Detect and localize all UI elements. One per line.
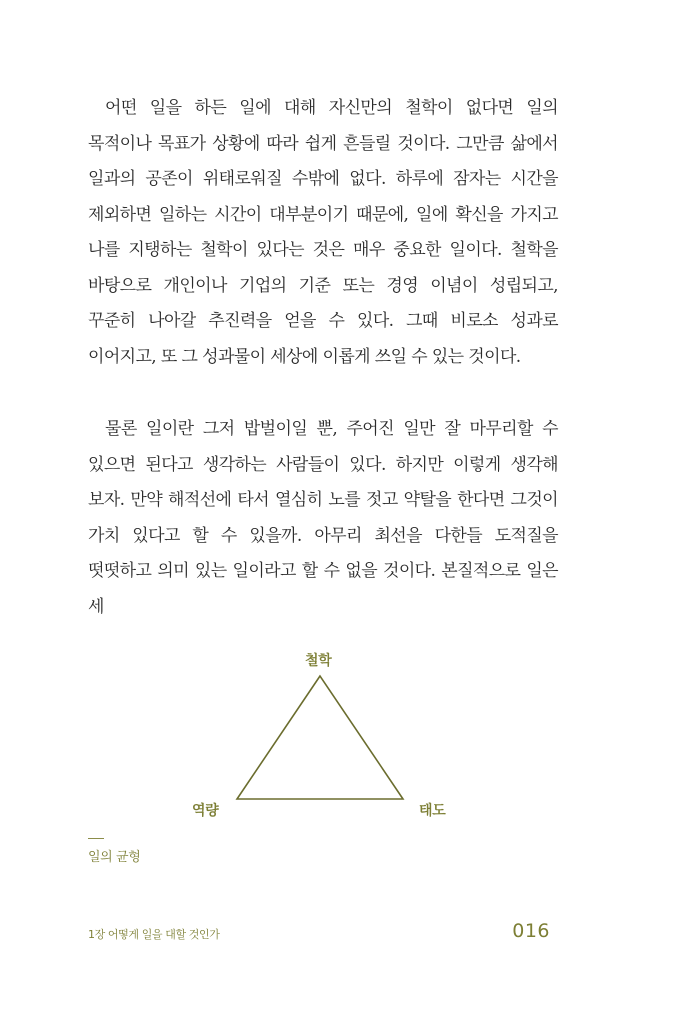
capability-label: 역량 <box>192 803 219 819</box>
running-head: 1장 어떻게 일을 대할 것인가 <box>88 928 220 941</box>
page-number: 016 <box>512 920 550 942</box>
attitude-label: 태도 <box>419 803 446 819</box>
triangle-figure <box>0 640 687 830</box>
triangle-shape <box>237 676 403 799</box>
balance-triangle-diagram <box>0 640 687 830</box>
philosophy-label: 철학 <box>305 653 332 669</box>
caption-divider <box>88 838 104 839</box>
figure-caption: 일의 균형 <box>88 850 141 865</box>
body-paragraph: 물론 일이란 그저 밥벌이일 뿐, 주어진 일만 잘 마무리할 수 있으면 된다고 생각하는 사람들이 있다. 하지만 이렇게 생각해 보자. 만약 해적선에 타서 열심히 노를 젓고 약탈을 한다면 그것이 가치 있다고 할 수 있을까. 아무리 최선을 다한들 도적질을 떳떳하고 의미 있는 일이라고 할 수 없을 것이다. 본질적으로 일은 세 <box>88 419 558 617</box>
body-paragraph: 어떤 일을 하든 일에 대해 자신만의 철학이 없다면 일의 목적이나 목표가 상황에 따라 쉽게 흔들릴 것이다. 그만큼 삶에서 일과의 공존이 위태로워질 수밖에 없다. 하루에 잠자는 시간을 제외하면 일하는 시간이 대부분이기 때문에, 일에 확신을 가지고 나를 지탱하는 철학이 있다는 것은 매우 중요한 일이다. 철학을 바탕으로 개인이나 기업의 기준 또는 경영 이념이 성립되고, 꾸준히 나아갈 추진력을 얻을 수 있다. 그때 비로소 성과로 이어지고, 또 그 성과물이 세상에 이롭게 쓰일 수 있는 것이다. <box>88 98 558 367</box>
